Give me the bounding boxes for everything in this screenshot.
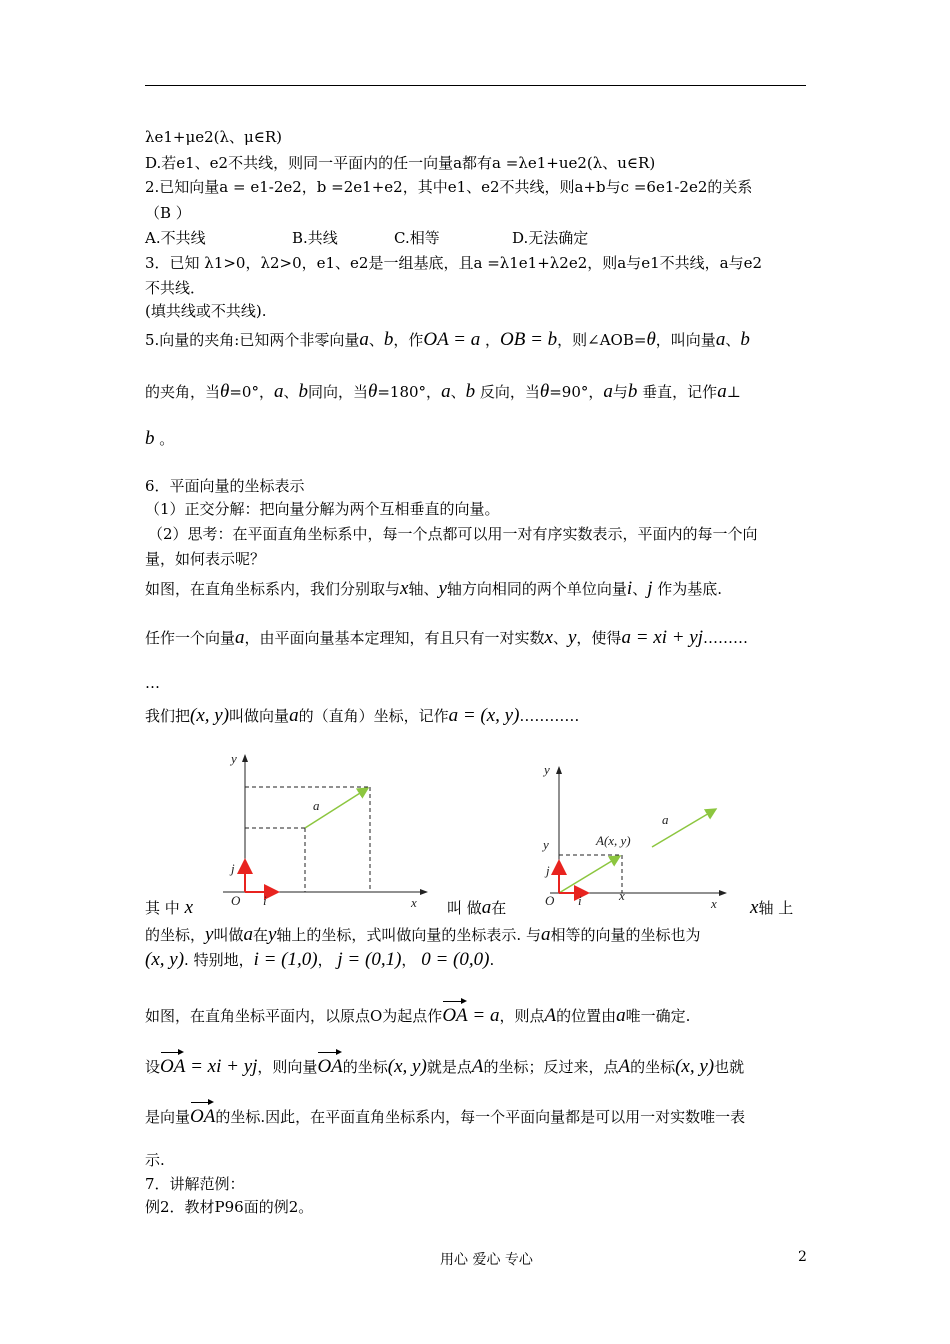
- section-6-item-1: （1）正交分解：把向量分解为两个互相垂直的向量。: [145, 500, 500, 518]
- line-1: λe1+μe2(λ、μ∈R): [145, 128, 283, 146]
- a-label: a: [313, 798, 320, 813]
- i-label: i: [263, 893, 267, 908]
- options-row: [145, 227, 589, 249]
- a-label: a: [662, 812, 669, 827]
- para-xy-line-2: 的坐标，y叫做a在y轴上的坐标，式叫做向量的坐标表示. 与a相等的向量的坐标也为: [145, 924, 701, 945]
- origin-label: O: [545, 893, 555, 908]
- option-d: D.无法确定: [512, 229, 589, 247]
- y-label: y: [544, 762, 550, 777]
- option-a: A.不共线: [145, 229, 206, 247]
- footer-text: 用心 爱心 专心: [440, 1252, 533, 1268]
- para-arbitrary-vector: 任作一个向量a，由平面向量基本定理知，有且只有一对实数x、y，使得a = xi + yj………: [145, 627, 749, 648]
- x-label: x: [411, 895, 417, 910]
- example-2: 例2．教材P96面的例2。: [145, 1198, 314, 1216]
- para-OA-coord-3: 示.: [145, 1151, 165, 1169]
- i-label: i: [578, 893, 582, 908]
- question-3-cont: 不共线．: [145, 279, 206, 297]
- j-label: j: [231, 861, 235, 876]
- origin-label: O: [231, 893, 241, 908]
- section-7-title: 7．讲解范例：: [145, 1175, 245, 1193]
- section-6-title: 6．平面向量的坐标表示: [145, 477, 305, 495]
- option-b: B.共线: [292, 229, 338, 247]
- section-6-item-2: （2）思考：在平面直角坐标系中，每一个点都可以用一对有序实数表示，平面内的每一个向: [148, 525, 758, 543]
- j-label: j: [546, 863, 550, 878]
- section-5-line-2: 的夹角，当θ=0°，a、b同向，当θ=180°，a、b 反向，当θ=90°，a与b 垂直，记作a⊥: [145, 381, 741, 402]
- para-OA-coord-2: 是向量OA的坐标.因此，在平面直角坐标系内，每一个平面向量都是可以用一对实数唯一表: [145, 1106, 746, 1127]
- para-origin: 如图，在直角坐标平面内，以原点O为起点作OA = a，则点A的位置由a唯一确定.: [145, 1005, 691, 1026]
- dots-line: …: [145, 674, 160, 692]
- para-xy-mid: 叫 做a在: [447, 897, 507, 918]
- option-d-prev: D.若e1、e2不共线，则同一平面内的任一向量a都有a =λe1+ue2(λ、u∈R): [145, 154, 656, 172]
- header-rule: [145, 85, 806, 86]
- section-6-item-2-cont: 量，如何表示呢？: [145, 550, 266, 568]
- vector-OA: [559, 856, 620, 893]
- para-basis: 如图，在直角坐标系内，我们分别取与x轴、y轴方向相同的两个单位向量i、j 作为基底.: [145, 578, 723, 599]
- section-5-line-1: 5.向量的夹角:已知两个非零向量a、b，作OA = a ，OB = b，则∠AOB=θ，叫向量a、b: [145, 329, 750, 350]
- para-xy-end: x轴 上: [750, 897, 794, 918]
- para-OA-coord: 设OA = xi + yj，则向量OA的坐标(x, y)就是点A的坐标；反过来，点A的坐标(x, y)也就: [145, 1056, 745, 1077]
- y-label: y: [231, 751, 237, 766]
- option-c: C.相等: [394, 229, 440, 247]
- answer-2: （B ）: [145, 204, 191, 222]
- page-number: 2: [798, 1249, 807, 1265]
- y-tick-label: y: [543, 837, 549, 852]
- section-5-line-3: b 。: [145, 428, 175, 449]
- figure-2: [530, 757, 730, 912]
- point-A-label: A(x, y): [596, 833, 631, 848]
- question-2: 2.已知向量a = e1-2e2，b =2e1+e2，其中e1、e2不共线，则a+b与c =6e1-2e2的关系: [145, 178, 753, 196]
- figure-1: [205, 745, 440, 915]
- x-tick-label: x: [619, 888, 625, 903]
- para-xy-line-3: (x, y). 特别地，i = (1,0)， j = (0,1)， 0 = (0,0).: [145, 949, 495, 970]
- para-xy-start: 其 中 x: [145, 897, 193, 918]
- question-3-hint: (填共线或不共线).: [145, 302, 267, 320]
- x-label: x: [711, 896, 717, 911]
- question-3: 3．已知 λ1>0，λ2>0，e1、e2是一组基底，且a =λ1e1+λ2e2，则a与e1不共线，a与e2: [145, 254, 762, 272]
- para-coordinates: 我们把(x, y)叫做向量a的（直角）坐标，记作a = (x, y)…………: [145, 705, 580, 726]
